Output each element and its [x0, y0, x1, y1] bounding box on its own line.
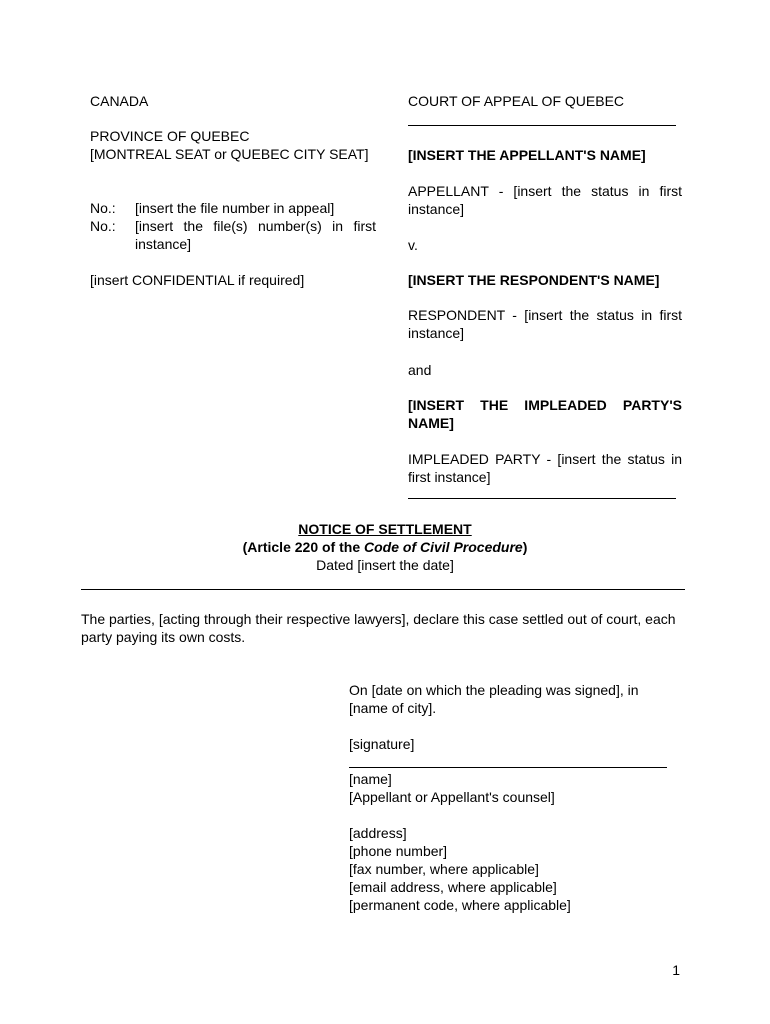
title-divider-line	[81, 589, 685, 590]
appellant-status: APPELLANT - [insert the status in first instance]	[408, 183, 682, 217]
file-number-appeal	[90, 199, 376, 217]
file-number-label: No.:	[90, 218, 116, 234]
article-suffix: )	[522, 539, 528, 555]
article-prefix: (Article 220 of the	[242, 539, 364, 555]
court-name: COURT OF APPEAL OF QUEBEC	[408, 93, 625, 109]
impleaded-party-name: [INSERT THE IMPLEADED PARTY'S NAME]	[408, 397, 682, 431]
file-number-label: No.:	[90, 200, 116, 216]
signature-line	[349, 767, 667, 768]
file-number-value: [insert the file number in appeal]	[135, 200, 335, 216]
notice-heading: NOTICE OF SETTLEMENT	[298, 521, 472, 537]
document-title	[0, 520, 770, 538]
respondent-status: RESPONDENT - [insert the status in first instance]	[408, 307, 682, 341]
and-label: and	[408, 362, 432, 378]
province-label: PROVINCE OF QUEBEC	[90, 128, 250, 144]
file-number-value: [insert the file(s) number(s) in first instance]	[135, 218, 376, 252]
signature-placeholder: [signature]	[349, 736, 415, 752]
signer-permanent-code: [permanent code, where applicable]	[349, 897, 571, 913]
signer-fax: [fax number, where applicable]	[349, 861, 539, 877]
seat-label: [MONTREAL SEAT or QUEBEC CITY SEAT]	[90, 146, 369, 162]
signer-email: [email address, where applicable]	[349, 879, 557, 895]
confidential-label: [insert CONFIDENTIAL if required]	[90, 272, 305, 288]
appellant-name: [INSERT THE APPELLANT'S NAME]	[408, 147, 646, 163]
signer-role: [Appellant or Appellant's counsel]	[349, 789, 555, 805]
respondent-name: [INSERT THE RESPONDENT'S NAME]	[408, 272, 660, 288]
dated-line: Dated [insert the date]	[316, 557, 454, 573]
article-reference	[0, 538, 770, 556]
signer-phone: [phone number]	[349, 843, 448, 859]
court-divider-line	[408, 125, 676, 126]
date-place-line: On [date on which the pleading was signed], in [name of city].	[349, 682, 639, 716]
file-number-first-instance	[90, 217, 376, 253]
signer-address: [address]	[349, 825, 407, 841]
country-label: CANADA	[90, 93, 149, 109]
parties-divider-line	[408, 498, 676, 499]
impleaded-party-status: IMPLEADED PARTY - [insert the status in first instance]	[408, 451, 682, 485]
settlement-declaration: The parties, [acting through their respective lawyers], declare this case settled out of court, each party paying its own costs.	[81, 611, 676, 645]
article-code: Code of Civil Procedure	[364, 539, 523, 555]
signer-name: [name]	[349, 771, 392, 787]
versus-label: v.	[408, 237, 418, 253]
page-number: 1	[672, 962, 680, 978]
